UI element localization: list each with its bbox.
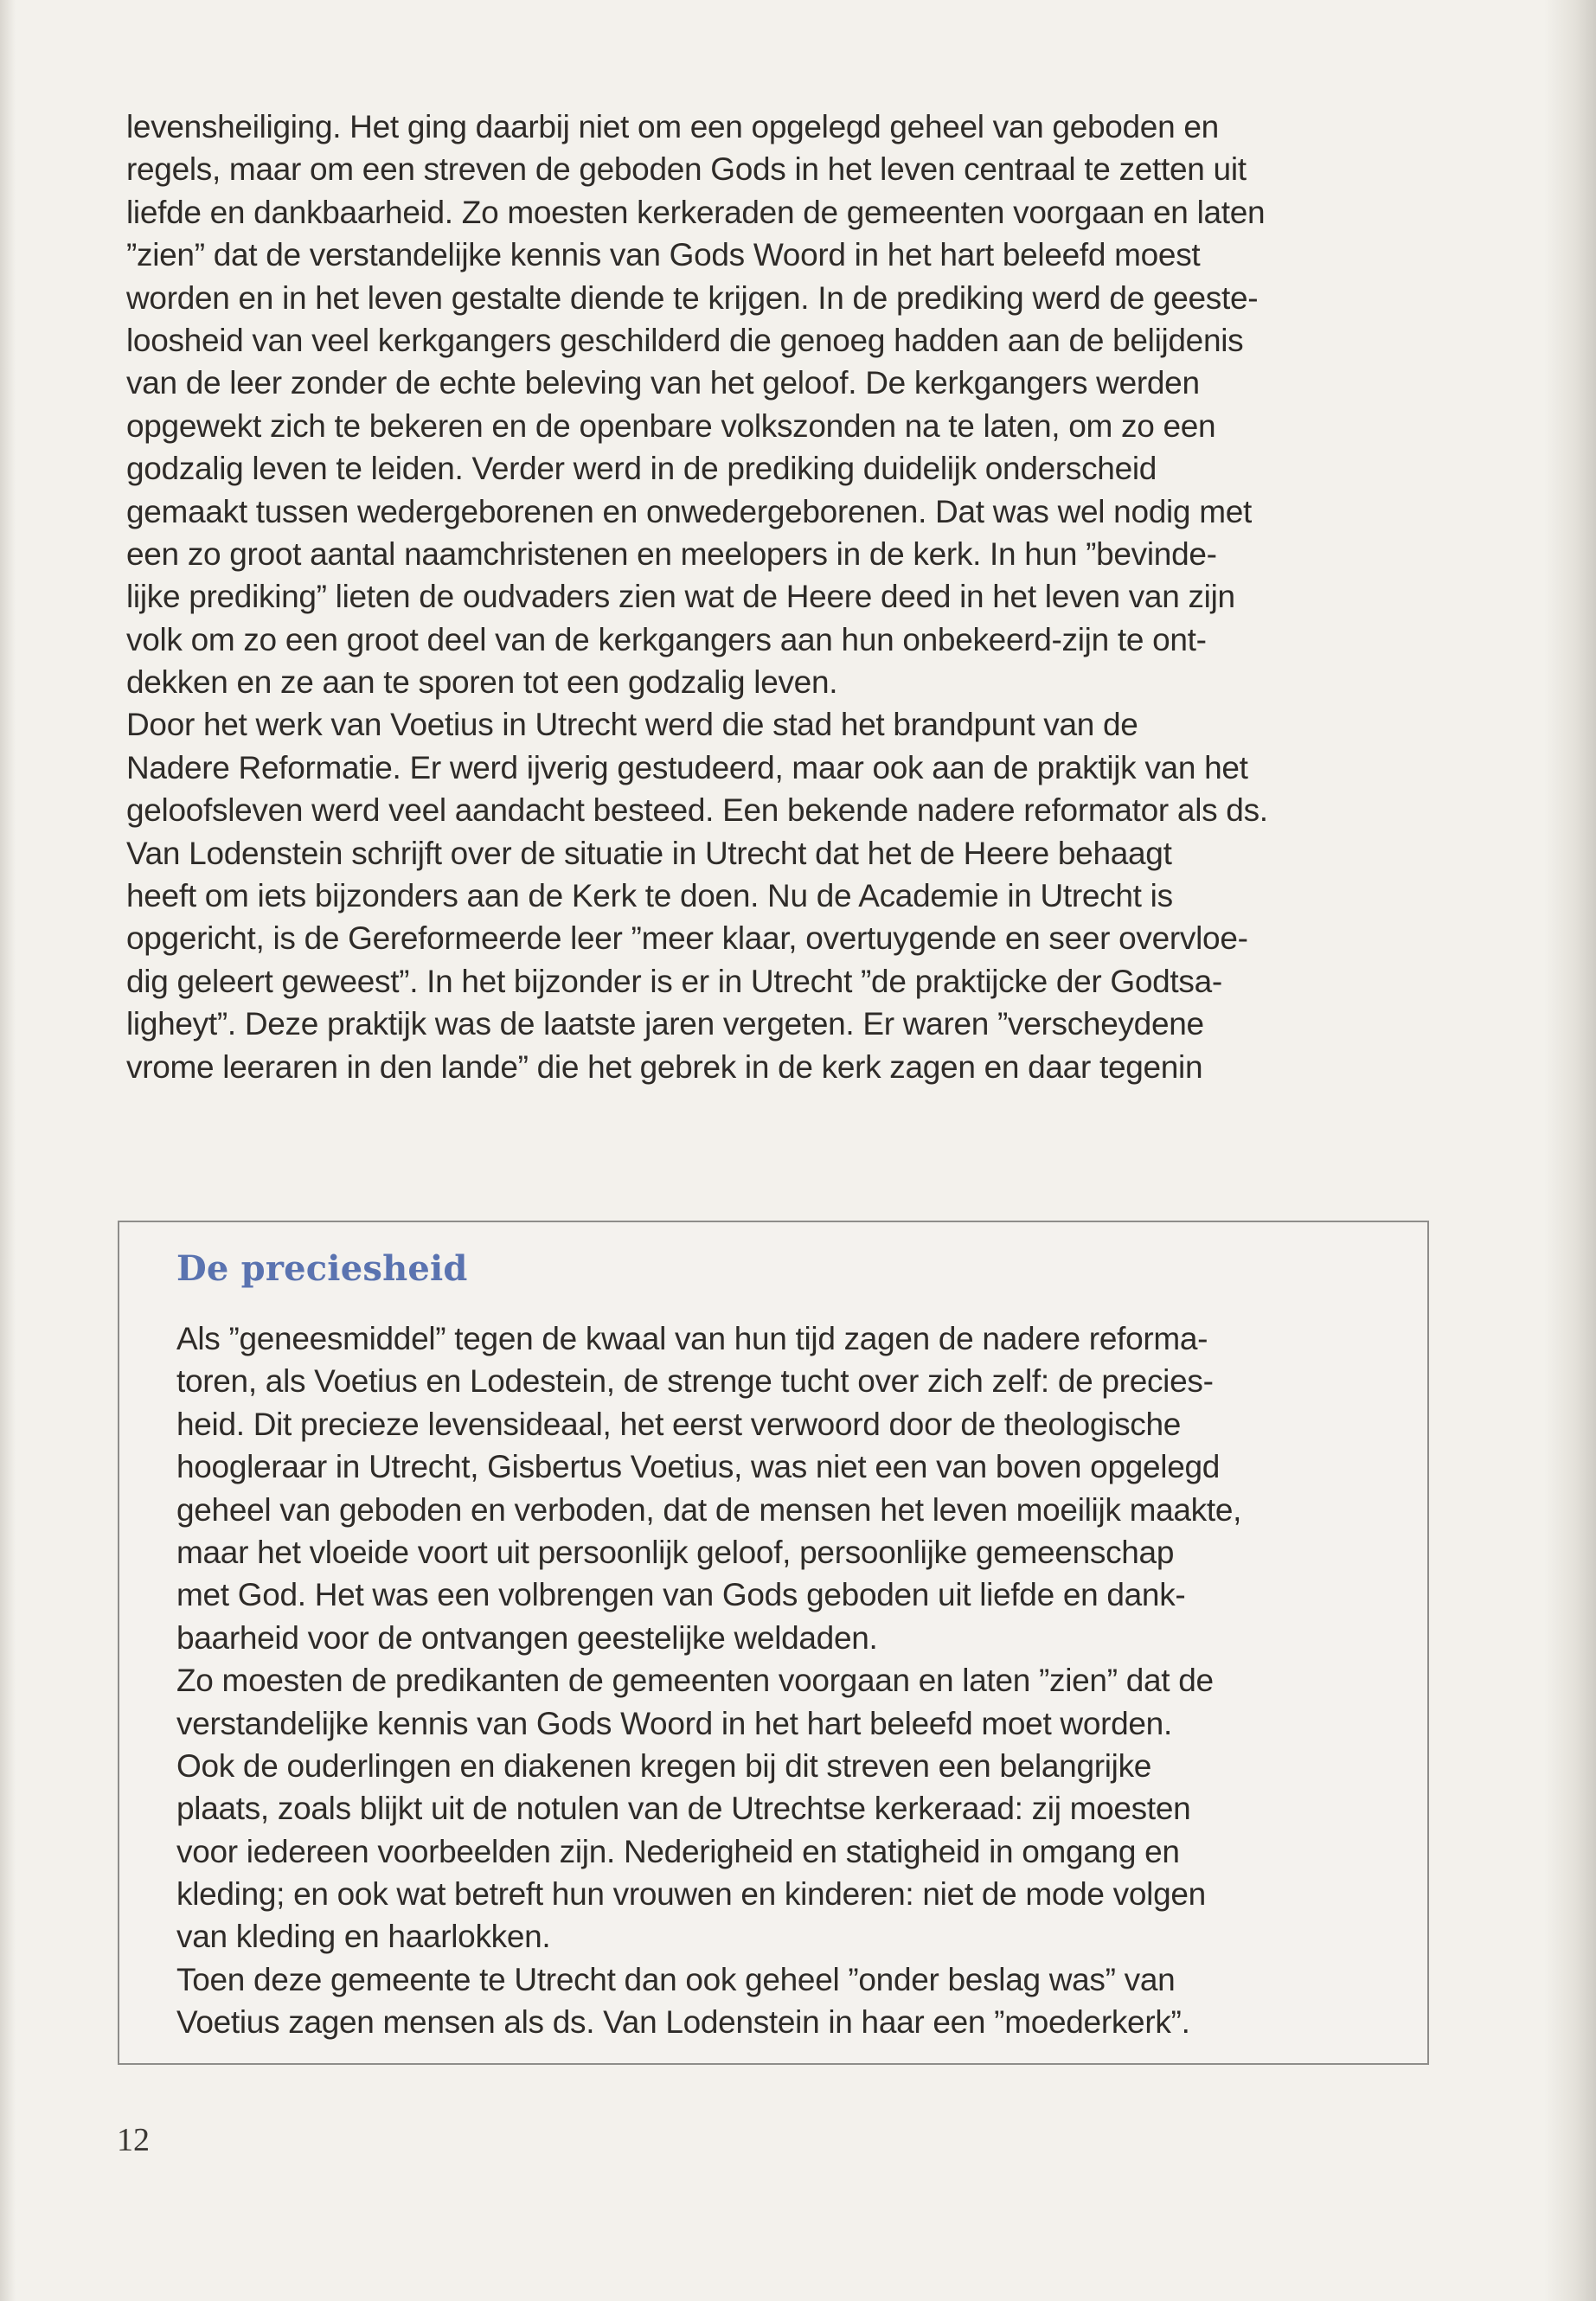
box-line: Zo moesten de predikanten de gemeenten voorgaan en laten ”zien” dat de (176, 1663, 1214, 1699)
box-line: met God. Het was een volbrengen van Gods geboden uit liefde en dank- (176, 1577, 1186, 1613)
body-line: opgewekt zich te bekeren en de openbare volkszonden na te laten, om zo een (126, 407, 1216, 444)
page-number: 12 (117, 2122, 150, 2158)
body-line: lijke prediking” lieten de oudvaders zien wat de Heere deed in het leven van zijn (126, 579, 1235, 615)
body-text (126, 106, 1441, 1088)
box-line: maar het vloeide voort uit persoonlijk geloof, persoonlijke gemeenschap (176, 1534, 1175, 1570)
body-line: Nadere Reformatie. Er werd ijverig gestudeerd, maar ook aan de praktijk van het (126, 749, 1248, 785)
box-line: toren, als Voetius en Lodestein, de strenge tucht over zich zelf: de precies- (176, 1363, 1214, 1400)
box-text (176, 1317, 1405, 2044)
body-line: liefde en dankbaarheid. Zo moesten kerkeraden de gemeenten voorgaan en laten (126, 194, 1266, 230)
box-line: geheel van geboden en verboden, dat de mensen het leven moeilijk maakte, (176, 1491, 1242, 1528)
box-line: hoogleraar in Utrecht, Gisbertus Voetius, was niet een van boven opgelegd (176, 1449, 1221, 1485)
body-line: volk om zo een groot deel van de kerkgangers aan hun onbekeerd-zijn te ont- (126, 621, 1207, 657)
body-line: opgericht, is de Gereformeerde leer ”meer klaar, overtuygende en seer overvloe- (126, 920, 1248, 957)
body-line: loosheid van veel kerkgangers geschilderd die genoeg hadden aan de belijdenis (126, 322, 1244, 358)
body-line: levensheiliging. Het ging daarbij niet om een opgelegd geheel van geboden en (126, 109, 1219, 144)
body-line: worden en in het leven gestalte diende te krijgen. In de prediking werd de geeste- (126, 279, 1259, 316)
box-line: Als ”geneesmiddel” tegen de kwaal van hun tijd zagen de nadere reforma- (176, 1321, 1208, 1356)
body-line: heeft om iets bijzonders aan de Kerk te doen. Nu de Academie in Utrecht is (126, 878, 1173, 914)
body-line: ligheyt”. Deze praktijk was de laatste jaren vergeten. Er waren ”verscheydene (126, 1006, 1204, 1042)
box-line: Toen deze gemeente te Utrecht dan ook geheel ”onder beslag was” van (176, 1961, 1176, 1997)
box-line: heid. Dit precieze levensideaal, het eerst verwoord door de theologische (176, 1406, 1182, 1442)
body-line: gemaakt tussen wedergeborenen en onwedergeborenen. Dat was wel nodig met (126, 493, 1252, 529)
box-line: plaats, zoals blijkt uit de notulen van de Utrechtse kerkeraad: zij moesten (176, 1791, 1191, 1827)
scan-left-edge (0, 0, 16, 2301)
box-line: baarheid voor de ontvangen geestelijke weldaden. (176, 1619, 878, 1656)
box-line: van kleding en haarlokken. (176, 1919, 551, 1955)
body-line: ”zien” dat de verstandelijke kennis van Gods Woord in het hart beleefd moest (126, 237, 1201, 273)
body-line: van de leer zonder de echte beleving van het geloof. De kerkgangers werden (126, 365, 1200, 401)
body-line: dig geleert geweest”. In het bijzonder is er in Utrecht ”de praktijcke der Godtsa- (126, 963, 1222, 999)
body-line: Door het werk van Voetius in Utrecht werd die stad het brandpunt van de (126, 707, 1138, 743)
body-line: geloofsleven werd veel aandacht besteed. Een bekende nadere reformator als ds. (126, 792, 1268, 829)
body-line: regels, maar om een streven de geboden Gods in het leven centraal te zetten uit (126, 151, 1247, 188)
box-line: Voetius zagen mensen als ds. Van Lodenstein in haar een ”moederkerk”. (176, 2004, 1190, 2041)
box-title: De preciesheid (176, 1248, 468, 1289)
body-line: Van Lodenstein schrijft over de situatie in Utrecht dat het de Heere behaagt (126, 835, 1172, 871)
sidebar-box-preciesheid (118, 1221, 1429, 2065)
body-line: vrome leeraren in den lande” die het gebrek in de kerk zagen en daar tegenin (126, 1048, 1203, 1085)
box-line: voor iedereen voorbeelden zijn. Nederigheid en statigheid in omgang en (176, 1833, 1180, 1869)
body-line: godzalig leven te leiden. Verder werd in de prediking duidelijk onderscheid (126, 451, 1157, 487)
box-line: kleding; en ook wat betreft hun vrouwen en kinderen: niet de mode volgen (176, 1876, 1206, 1913)
box-line: Ook de ouderlingen en diakenen kregen bij dit streven een belangrijke (176, 1747, 1152, 1784)
body-line: een zo groot aantal naamchristenen en meelopers in de kerk. In hun ”bevinde- (126, 535, 1217, 572)
body-line: dekken en ze aan te sporen tot een godzalig leven. (126, 664, 838, 701)
box-line: verstandelijke kennis van Gods Woord in het hart beleefd moet worden. (176, 1705, 1172, 1741)
scan-right-edge (1544, 0, 1596, 2301)
